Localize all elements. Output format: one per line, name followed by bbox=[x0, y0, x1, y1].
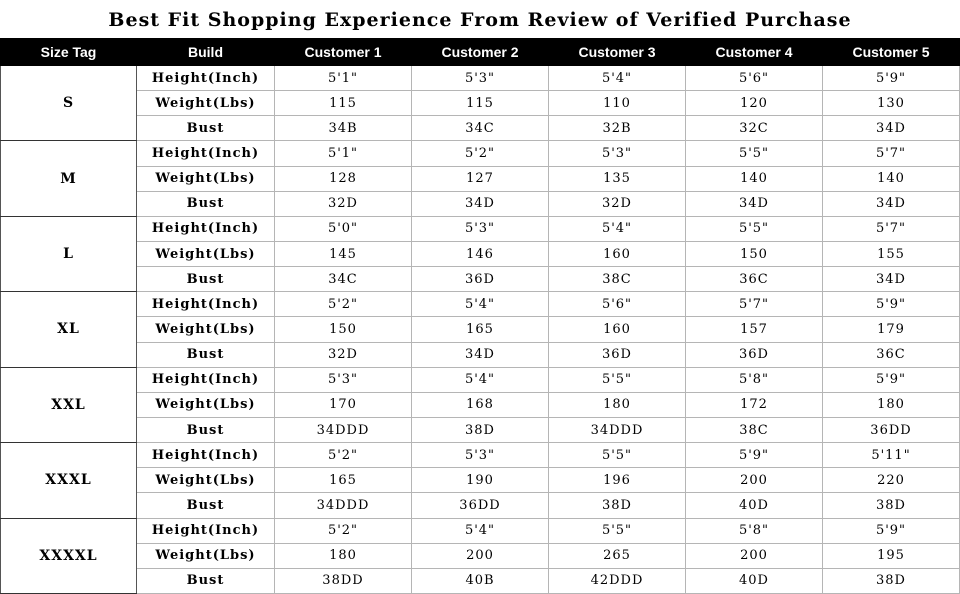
table-row bbox=[1, 66, 960, 91]
header-size-tag: Size Tag bbox=[1, 39, 137, 66]
table-row bbox=[1, 216, 960, 241]
customer-1-value-cell: 170 bbox=[275, 392, 412, 417]
customer-1-value-cell: 5'3" bbox=[275, 367, 412, 392]
customer-5-value-cell: 34D bbox=[823, 191, 960, 216]
build-label-cell: Weight(Lbs) bbox=[137, 543, 275, 568]
customer-1-value-cell: 34DDD bbox=[275, 493, 412, 518]
customer-5-value-cell: 34D bbox=[823, 116, 960, 141]
customer-1-value-cell: 145 bbox=[275, 241, 412, 266]
header-customer-5: Customer 5 bbox=[823, 39, 960, 66]
build-label-cell: Bust bbox=[137, 493, 275, 518]
table-row bbox=[1, 166, 960, 191]
customer-5-value-cell: 140 bbox=[823, 166, 960, 191]
customer-4-value-cell: 172 bbox=[686, 392, 823, 417]
customer-3-value-cell: 196 bbox=[549, 468, 686, 493]
customer-2-value-cell: 40B bbox=[412, 568, 549, 593]
customer-2-value-cell: 5'3" bbox=[412, 443, 549, 468]
table-row bbox=[1, 367, 960, 392]
customer-4-value-cell: 5'5" bbox=[686, 216, 823, 241]
customer-1-value-cell: 150 bbox=[275, 317, 412, 342]
customer-5-value-cell: 130 bbox=[823, 91, 960, 116]
header-build: Build bbox=[137, 39, 275, 66]
customer-2-value-cell: 5'4" bbox=[412, 518, 549, 543]
customer-4-value-cell: 5'6" bbox=[686, 66, 823, 91]
customer-4-value-cell: 36C bbox=[686, 267, 823, 292]
customer-3-value-cell: 110 bbox=[549, 91, 686, 116]
table-row bbox=[1, 543, 960, 568]
size-tag-cell: L bbox=[1, 216, 137, 291]
customer-5-value-cell: 155 bbox=[823, 241, 960, 266]
table-row bbox=[1, 116, 960, 141]
customer-3-value-cell: 135 bbox=[549, 166, 686, 191]
customer-5-value-cell: 34D bbox=[823, 267, 960, 292]
customer-1-value-cell: 38DD bbox=[275, 568, 412, 593]
header-customer-2: Customer 2 bbox=[412, 39, 549, 66]
customer-1-value-cell: 115 bbox=[275, 91, 412, 116]
table-row bbox=[1, 342, 960, 367]
customer-2-value-cell: 34C bbox=[412, 116, 549, 141]
table-row bbox=[1, 468, 960, 493]
customer-2-value-cell: 127 bbox=[412, 166, 549, 191]
customer-5-value-cell: 36C bbox=[823, 342, 960, 367]
customer-3-value-cell: 42DDD bbox=[549, 568, 686, 593]
header-customer-1: Customer 1 bbox=[275, 39, 412, 66]
build-label-cell: Height(Inch) bbox=[137, 518, 275, 543]
customer-3-value-cell: 32B bbox=[549, 116, 686, 141]
build-label-cell: Weight(Lbs) bbox=[137, 166, 275, 191]
header-customer-4: Customer 4 bbox=[686, 39, 823, 66]
customer-1-value-cell: 32D bbox=[275, 342, 412, 367]
customer-4-value-cell: 200 bbox=[686, 468, 823, 493]
size-tag-cell: XXXL bbox=[1, 443, 137, 518]
table-row bbox=[1, 191, 960, 216]
customer-4-value-cell: 5'7" bbox=[686, 292, 823, 317]
customer-1-value-cell: 180 bbox=[275, 543, 412, 568]
customer-2-value-cell: 5'3" bbox=[412, 66, 549, 91]
customer-5-value-cell: 5'9" bbox=[823, 367, 960, 392]
customer-4-value-cell: 5'9" bbox=[686, 443, 823, 468]
customer-1-value-cell: 5'2" bbox=[275, 292, 412, 317]
customer-4-value-cell: 36D bbox=[686, 342, 823, 367]
customer-3-value-cell: 160 bbox=[549, 241, 686, 266]
customer-4-value-cell: 5'5" bbox=[686, 141, 823, 166]
customer-2-value-cell: 190 bbox=[412, 468, 549, 493]
build-label-cell: Height(Inch) bbox=[137, 443, 275, 468]
customer-1-value-cell: 165 bbox=[275, 468, 412, 493]
customer-2-value-cell: 168 bbox=[412, 392, 549, 417]
customer-3-value-cell: 5'6" bbox=[549, 292, 686, 317]
build-label-cell: Bust bbox=[137, 342, 275, 367]
customer-5-value-cell: 5'7" bbox=[823, 216, 960, 241]
size-table bbox=[0, 38, 960, 594]
build-label-cell: Weight(Lbs) bbox=[137, 392, 275, 417]
customer-3-value-cell: 34DDD bbox=[549, 417, 686, 442]
customer-2-value-cell: 5'2" bbox=[412, 141, 549, 166]
build-label-cell: Weight(Lbs) bbox=[137, 91, 275, 116]
customer-4-value-cell: 140 bbox=[686, 166, 823, 191]
build-label-cell: Weight(Lbs) bbox=[137, 241, 275, 266]
build-label-cell: Height(Inch) bbox=[137, 66, 275, 91]
customer-3-value-cell: 36D bbox=[549, 342, 686, 367]
build-label-cell: Bust bbox=[137, 417, 275, 442]
customer-1-value-cell: 5'1" bbox=[275, 66, 412, 91]
customer-4-value-cell: 120 bbox=[686, 91, 823, 116]
customer-3-value-cell: 5'4" bbox=[549, 216, 686, 241]
table-row bbox=[1, 241, 960, 266]
customer-4-value-cell: 5'8" bbox=[686, 367, 823, 392]
build-label-cell: Weight(Lbs) bbox=[137, 468, 275, 493]
customer-4-value-cell: 150 bbox=[686, 241, 823, 266]
customer-1-value-cell: 34DDD bbox=[275, 417, 412, 442]
customer-5-value-cell: 5'7" bbox=[823, 141, 960, 166]
customer-2-value-cell: 5'4" bbox=[412, 367, 549, 392]
customer-5-value-cell: 180 bbox=[823, 392, 960, 417]
customer-1-value-cell: 34C bbox=[275, 267, 412, 292]
customer-3-value-cell: 265 bbox=[549, 543, 686, 568]
customer-5-value-cell: 195 bbox=[823, 543, 960, 568]
customer-2-value-cell: 36DD bbox=[412, 493, 549, 518]
customer-2-value-cell: 34D bbox=[412, 191, 549, 216]
customer-5-value-cell: 5'9" bbox=[823, 518, 960, 543]
table-row bbox=[1, 292, 960, 317]
customer-5-value-cell: 5'9" bbox=[823, 66, 960, 91]
customer-4-value-cell: 40D bbox=[686, 568, 823, 593]
customer-5-value-cell: 38D bbox=[823, 493, 960, 518]
customer-3-value-cell: 5'4" bbox=[549, 66, 686, 91]
customer-2-value-cell: 5'4" bbox=[412, 292, 549, 317]
customer-4-value-cell: 38C bbox=[686, 417, 823, 442]
header-customer-3: Customer 3 bbox=[549, 39, 686, 66]
build-label-cell: Bust bbox=[137, 267, 275, 292]
customer-2-value-cell: 200 bbox=[412, 543, 549, 568]
customer-2-value-cell: 146 bbox=[412, 241, 549, 266]
customer-1-value-cell: 34B bbox=[275, 116, 412, 141]
customer-1-value-cell: 128 bbox=[275, 166, 412, 191]
customer-1-value-cell: 5'0" bbox=[275, 216, 412, 241]
customer-3-value-cell: 32D bbox=[549, 191, 686, 216]
customer-2-value-cell: 165 bbox=[412, 317, 549, 342]
customer-1-value-cell: 5'2" bbox=[275, 518, 412, 543]
build-label-cell: Height(Inch) bbox=[137, 141, 275, 166]
customer-5-value-cell: 38D bbox=[823, 568, 960, 593]
table-row bbox=[1, 141, 960, 166]
size-tag-cell: M bbox=[1, 141, 137, 216]
table-body bbox=[1, 66, 960, 594]
customer-2-value-cell: 34D bbox=[412, 342, 549, 367]
table-row bbox=[1, 518, 960, 543]
table-row bbox=[1, 317, 960, 342]
customer-5-value-cell: 220 bbox=[823, 468, 960, 493]
customer-5-value-cell: 5'11" bbox=[823, 443, 960, 468]
customer-3-value-cell: 5'5" bbox=[549, 443, 686, 468]
size-tag-cell: S bbox=[1, 66, 137, 141]
customer-5-value-cell: 179 bbox=[823, 317, 960, 342]
table-row bbox=[1, 267, 960, 292]
chart-title: Best Fit Shopping Experience From Review of Verified Purchase bbox=[108, 9, 852, 31]
size-tag-cell: XXL bbox=[1, 367, 137, 442]
customer-5-value-cell: 36DD bbox=[823, 417, 960, 442]
customer-4-value-cell: 200 bbox=[686, 543, 823, 568]
build-label-cell: Height(Inch) bbox=[137, 292, 275, 317]
customer-4-value-cell: 34D bbox=[686, 191, 823, 216]
customer-5-value-cell: 5'9" bbox=[823, 292, 960, 317]
table-row bbox=[1, 392, 960, 417]
build-label-cell: Height(Inch) bbox=[137, 216, 275, 241]
customer-3-value-cell: 5'3" bbox=[549, 141, 686, 166]
build-label-cell: Bust bbox=[137, 191, 275, 216]
header-row bbox=[1, 39, 960, 66]
customer-3-value-cell: 38D bbox=[549, 493, 686, 518]
customer-3-value-cell: 180 bbox=[549, 392, 686, 417]
customer-4-value-cell: 32C bbox=[686, 116, 823, 141]
size-tag-cell: XXXXL bbox=[1, 518, 137, 593]
customer-3-value-cell: 5'5" bbox=[549, 518, 686, 543]
customer-4-value-cell: 40D bbox=[686, 493, 823, 518]
customer-3-value-cell: 160 bbox=[549, 317, 686, 342]
build-label-cell: Weight(Lbs) bbox=[137, 317, 275, 342]
table-row bbox=[1, 417, 960, 442]
build-label-cell: Bust bbox=[137, 116, 275, 141]
build-label-cell: Bust bbox=[137, 568, 275, 593]
table-row bbox=[1, 443, 960, 468]
table-row bbox=[1, 493, 960, 518]
customer-1-value-cell: 5'2" bbox=[275, 443, 412, 468]
build-label-cell: Height(Inch) bbox=[137, 367, 275, 392]
size-tag-cell: XL bbox=[1, 292, 137, 367]
table-row bbox=[1, 568, 960, 593]
table-row bbox=[1, 91, 960, 116]
customer-3-value-cell: 5'5" bbox=[549, 367, 686, 392]
customer-1-value-cell: 5'1" bbox=[275, 141, 412, 166]
customer-3-value-cell: 38C bbox=[549, 267, 686, 292]
customer-1-value-cell: 32D bbox=[275, 191, 412, 216]
customer-4-value-cell: 5'8" bbox=[686, 518, 823, 543]
customer-2-value-cell: 5'3" bbox=[412, 216, 549, 241]
customer-2-value-cell: 38D bbox=[412, 417, 549, 442]
customer-4-value-cell: 157 bbox=[686, 317, 823, 342]
customer-2-value-cell: 36D bbox=[412, 267, 549, 292]
customer-2-value-cell: 115 bbox=[412, 91, 549, 116]
